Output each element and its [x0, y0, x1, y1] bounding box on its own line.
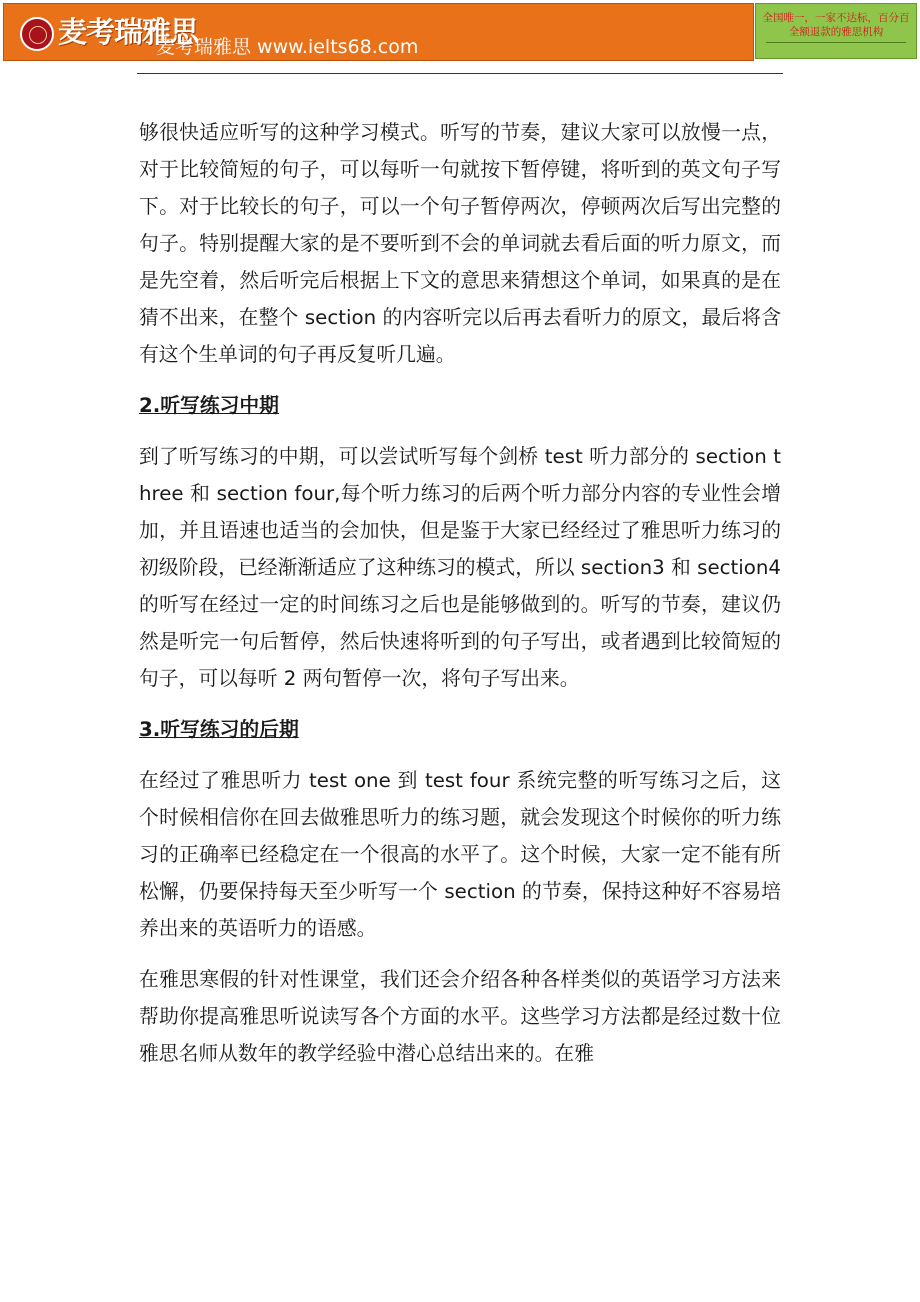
slogan-underline: [766, 42, 906, 43]
header-banner: [3, 3, 754, 61]
slogan-box: [755, 3, 917, 59]
paragraph-early-stage-tail: 够很快适应听写的这种学习模式。听写的节奏，建议大家可以放慢一点，对于比较简短的句子，可以每听一句就按下暂停键，将听到的英文句子写下。对于比较长的句子，可以一个句子暂停两次，停顿两次后写出完整的句子。特别提醒大家的是不要听到不会的单词就去看后面的听力原文，而是先空着，然后听完后根据上下文的意思来猜想这个单词，如果真的是在猜不出来，在整个 section 的内容听完以后再去看听力的原文，最后将含有这个生单词的句子再反复听几遍。: [139, 121, 781, 366]
document-body: [139, 114, 781, 1086]
paragraph-winter-course: 在雅思寒假的针对性课堂，我们还会介绍各种各样类似的英语学习方法来帮助你提高雅思听说读写各个方面的水平。这些学习方法都是经过数十位雅思名师从数年的教学经验中潜心总结出来的。在雅: [139, 968, 781, 1065]
heading-mid-stage: 2.听写练习中期: [139, 394, 279, 417]
logo-seal-icon: [20, 17, 54, 51]
brand-logo-text: 麦考瑞雅思: [58, 15, 199, 49]
paragraph-late-stage: 在经过了雅思听力 test one 到 test four 系统完整的听写练习之后，这个时候相信你在回去做雅思听力的练习题，就会发现这个时候你的听力练习的正确率已经稳定在一个很高的水平了。这个时候，大家一定不能有所松懈，仍要保持每天至少听写一个 section 的节奏，保持这种好不容易培养出来的英语听力的语感。: [139, 769, 781, 940]
site-address: 麦考瑞雅思 www.ielts68.com: [156, 36, 419, 58]
paragraph-mid-stage: 到了听写练习的中期，可以尝试听写每个剑桥 test 听力部分的 section three 和 section four,每个听力练习的后两个听力部分内容的专业性会增加，并且语速也适当的会加快，但是鉴于大家已经经过了雅思听力练习的初级阶段，已经渐渐适应了这种练习的模式，所以 section3 和 section4 的听写在经过一定的时间练习之后也是能够做到的。听写的节奏，建议仍然是听完一句后暂停，然后快速将听到的句子写出，或者遇到比较简短的句子，可以每听 2 两句暂停一次，将句子写出来。: [139, 445, 781, 690]
slogan-text: 全国唯一，一家不达标，百分百全额退款的雅思机构: [762, 12, 910, 38]
header-divider: [137, 73, 783, 74]
heading-late-stage: 3.听写练习的后期: [139, 718, 299, 741]
